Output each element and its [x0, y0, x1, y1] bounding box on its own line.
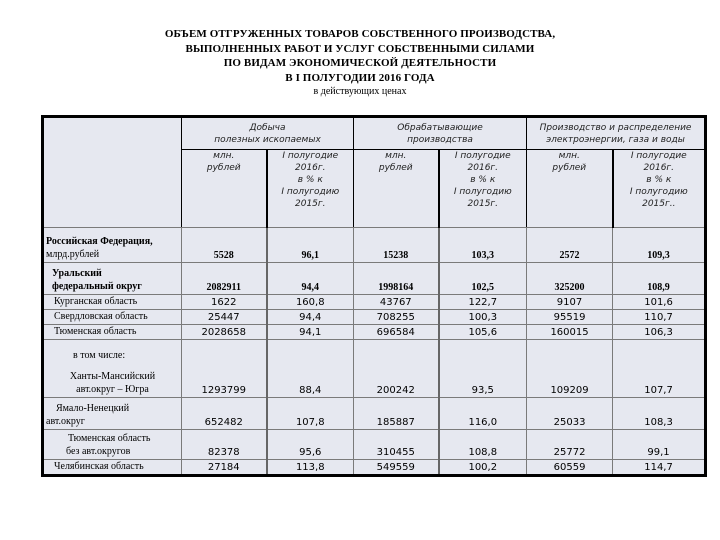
subheader-line: 2016г. [295, 163, 326, 173]
cell-value: 160015 [527, 325, 613, 340]
subheader-line: 2016г. [467, 163, 499, 173]
cell-value: 708255 [354, 310, 439, 325]
cell-value: 200242 [354, 340, 439, 398]
cell-value: 101,6 [613, 295, 706, 310]
title-line: ПО ВИДАМ ЭКОНОМИЧЕСКОЙ ДЕЯТЕЛЬНОСТИ [223, 57, 497, 69]
subheader-pct [439, 150, 527, 228]
cell-value: 27184 [182, 460, 267, 476]
header-line: полезных ископаемых [214, 135, 321, 145]
cell-value: 109209 [527, 340, 613, 398]
cell-value: 1622 [182, 295, 267, 310]
cell-value: 25033 [527, 398, 613, 430]
cell-value: 99,1 [613, 430, 706, 460]
row-label-line: в том числе: [73, 350, 126, 361]
row-label: Курганская область [43, 295, 182, 310]
row-label-line: авт.округ [46, 416, 85, 427]
cell-value: 108,3 [613, 398, 706, 430]
table-row [43, 430, 706, 460]
subheader-line: рублей [552, 163, 587, 173]
cell-value: 696584 [354, 325, 439, 340]
subheader-line: млн. [385, 151, 407, 161]
header-group-manufacturing [354, 117, 527, 150]
header-line: производства [407, 135, 473, 145]
cell-value: 185887 [354, 398, 439, 430]
cell-value: 2572 [527, 228, 613, 263]
cell-value: 113,8 [267, 460, 354, 476]
table-row [43, 340, 706, 398]
title-line: ОБЪЕМ ОТГРУЖЕННЫХ ТОВАРОВ СОБСТВЕННОГО ПРОИЗВОДСТВА, [164, 28, 556, 40]
cell-value: 60559 [527, 460, 613, 476]
cell-value: 93,5 [439, 340, 527, 398]
subheader-line: 2015г.. [642, 199, 676, 209]
table-row [43, 228, 706, 263]
cell-value: 15238 [354, 228, 439, 263]
row-label-line: федеральный округ [52, 281, 142, 292]
row-label [43, 263, 182, 295]
subheader-line: в % к [470, 175, 496, 185]
cell-value: 114,7 [613, 460, 706, 476]
statistics-table [41, 115, 707, 477]
row-label-line: Уральский [52, 268, 102, 279]
header-group-mining [182, 117, 354, 150]
row-label [43, 430, 182, 460]
header-corner-cell [43, 117, 182, 228]
row-label-line: Ханты-Мансийский [69, 371, 156, 382]
cell-value: 108,9 [613, 263, 706, 295]
title-line: ВЫПОЛНЕННЫХ РАБОТ И УСЛУГ СОБСТВЕННЫМИ СИЛАМИ [185, 42, 535, 55]
subheader-value [527, 150, 613, 228]
cell-value: 103,3 [439, 228, 527, 263]
cell-value: 122,7 [439, 295, 527, 310]
subheader-line: I полугодие [454, 151, 511, 161]
subheader-line: млн. [558, 151, 580, 161]
row-label: Тюменская область [43, 325, 182, 340]
cell-value: 82378 [182, 430, 267, 460]
cell-value: 102,5 [439, 263, 527, 295]
cell-value: 110,7 [613, 310, 706, 325]
cell-value: 2028658 [182, 325, 267, 340]
subheader-pct [267, 150, 354, 228]
row-label: Челябинская область [43, 460, 182, 476]
row-label [43, 340, 182, 398]
title-subtitle: в действующих ценах [313, 86, 407, 97]
cell-value: 94,4 [267, 263, 354, 295]
cell-value: 25447 [182, 310, 267, 325]
subheader-line: в % к [297, 175, 323, 185]
row-label-line: Российская Федерация, [46, 236, 153, 247]
cell-value: 652482 [182, 398, 267, 430]
cell-value: 107,8 [267, 398, 354, 430]
cell-value: 95519 [527, 310, 613, 325]
cell-value: 107,7 [613, 340, 706, 398]
header-line: Добыча [249, 123, 286, 133]
table-row [43, 310, 706, 325]
subheader-line: млн. [213, 151, 235, 161]
row-label [43, 398, 182, 430]
cell-value: 94,1 [267, 325, 354, 340]
subheader-line: I полугодие [630, 151, 687, 161]
row-label-line: Ямало-Ненецкий [56, 403, 130, 414]
cell-value: 116,0 [439, 398, 527, 430]
row-label: Свердловская область [43, 310, 182, 325]
cell-value: 5528 [182, 228, 267, 263]
header-line: Обрабатывающие [397, 123, 483, 133]
subheader-line: рублей [206, 163, 241, 173]
cell-value: 325200 [527, 263, 613, 295]
cell-value: 1998164 [354, 263, 439, 295]
subheader-value [354, 150, 439, 228]
table-header-row [43, 117, 706, 150]
row-label-line: Тюменская область [68, 433, 151, 444]
subheader-pct [613, 150, 706, 228]
table-row [43, 325, 706, 340]
subheader-line: I полугодию [629, 187, 688, 197]
cell-value: 100,3 [439, 310, 527, 325]
subheader-line: рублей [378, 163, 413, 173]
cell-value: 106,3 [613, 325, 706, 340]
subheader-line: I полугодие [282, 151, 339, 161]
cell-value: 109,3 [613, 228, 706, 263]
cell-value: 160,8 [267, 295, 354, 310]
subheader-value [182, 150, 267, 228]
row-label [43, 228, 182, 263]
cell-value: 549559 [354, 460, 439, 476]
row-label-line: авт.округ – Югра [76, 384, 149, 395]
title-line: В I ПОЛУГОДИИ 2016 ГОДА [285, 71, 435, 84]
cell-value: 310455 [354, 430, 439, 460]
cell-value: 94,4 [267, 310, 354, 325]
cell-value: 100,2 [439, 460, 527, 476]
table-row [43, 398, 706, 430]
subheader-line: 2016г. [643, 163, 675, 173]
subheader-line: I полугодию [281, 187, 340, 197]
header-line: Производство и распределение [539, 123, 692, 133]
cell-value: 108,8 [439, 430, 527, 460]
cell-value: 9107 [527, 295, 613, 310]
cell-value: 1293799 [182, 340, 267, 398]
subheader-line: I полугодию [453, 187, 512, 197]
table-row [43, 263, 706, 295]
subheader-line: 2015г. [295, 199, 326, 209]
header-line: электроэнергии, газа и воды [546, 135, 685, 145]
cell-value: 88,4 [267, 340, 354, 398]
cell-value: 95,6 [267, 430, 354, 460]
table-row [43, 460, 706, 476]
table-row [43, 295, 706, 310]
subheader-line: в % к [646, 175, 672, 185]
cell-value: 43767 [354, 295, 439, 310]
cell-value: 105,6 [439, 325, 527, 340]
cell-value: 96,1 [267, 228, 354, 263]
row-label-line: без авт.округов [66, 446, 131, 457]
document-title [0, 27, 720, 98]
row-label-line: млрд.рублей [46, 249, 100, 260]
subheader-line: 2015г. [467, 199, 499, 209]
cell-value: 25772 [527, 430, 613, 460]
header-group-utilities [527, 117, 706, 150]
cell-value: 2082911 [182, 263, 267, 295]
